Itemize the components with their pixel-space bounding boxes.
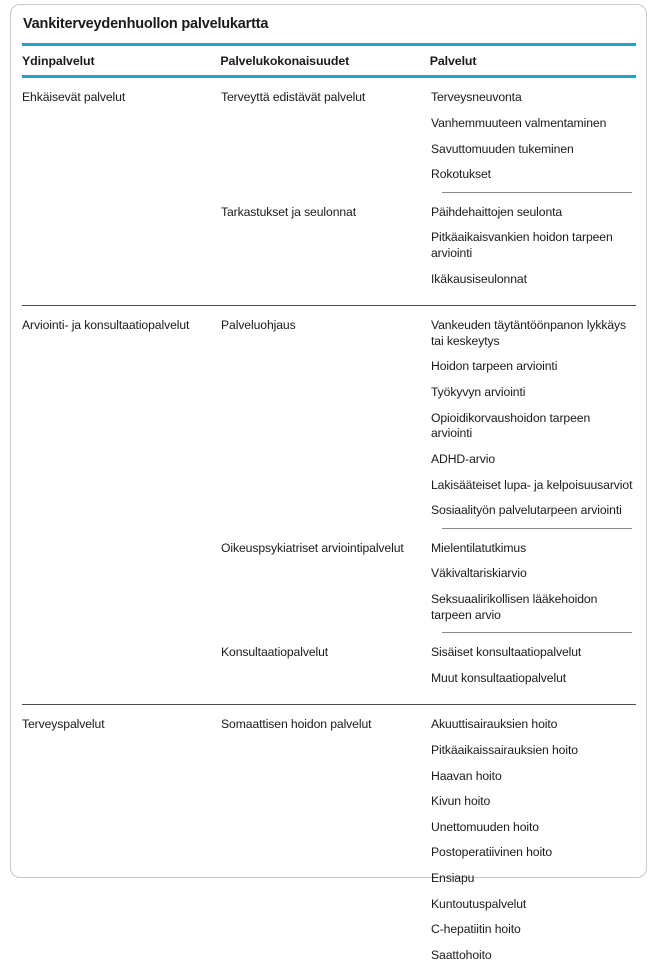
- service-item: Mielentilatutkimus: [431, 540, 527, 555]
- service-list: [431, 306, 646, 527]
- service-item: Saattohoito: [431, 947, 492, 962]
- service-item: Työkyvyn arviointi: [431, 385, 526, 400]
- service-item: Kivun hoito: [431, 794, 491, 809]
- service-item: Lakisääteiset lupa- ja kelpoisuusarviot: [431, 477, 633, 492]
- group-label: Ehkäisevät palvelut: [22, 90, 126, 105]
- subgroup-label: Palveluohjaus: [221, 318, 296, 333]
- group-label: Arviointi- ja konsultaatiopalvelut: [22, 318, 190, 333]
- subgroup-list: [221, 705, 646, 972]
- service-item: Savuttomuuden tukeminen: [431, 141, 574, 156]
- column-header-palvelut: Palvelut: [429, 54, 477, 69]
- service-item: Unettomuuden hoito: [431, 819, 539, 834]
- service-item: Sisäiset konsultaatiopalvelut: [431, 645, 582, 660]
- service-item: Terveysneuvonta: [431, 90, 522, 105]
- service-item: Päihdehaittojen seulonta: [431, 204, 563, 219]
- service-item: Sosiaalityön palvelutarpeen arviointi: [431, 503, 622, 518]
- subgroup-list: [221, 78, 646, 296]
- group-spacer: [11, 695, 646, 704]
- table-header-row: [11, 46, 646, 75]
- page-title: Vankiterveydenhuollon palvelukartta: [23, 16, 269, 32]
- group-row: [11, 705, 646, 972]
- service-item: Muut konsultaatiopalvelut: [431, 670, 567, 685]
- subgroup-label: Oikeuspsykiatriset arviointipalvelut: [221, 540, 404, 555]
- service-item: Pitkäaikaisvankien hoidon tarpeen arviointi: [431, 230, 613, 261]
- subgroup-label: Terveyttä edistävät palvelut: [221, 90, 366, 105]
- service-item: Haavan hoito: [431, 768, 502, 783]
- service-item: Opioidikorvaushoidon tarpeen arviointi: [431, 410, 591, 441]
- group-spacer: [11, 296, 646, 305]
- subgroup-list: [221, 306, 646, 695]
- subgroup-row: [221, 529, 646, 632]
- service-list: [431, 193, 646, 296]
- subgroup-row: [221, 193, 646, 296]
- group-row: [11, 306, 646, 695]
- service-list: [431, 705, 646, 972]
- service-item: Väkivaltariskiarvio: [431, 566, 527, 581]
- service-list: [431, 78, 646, 191]
- service-item: Ikäkausiseulonnat: [431, 271, 527, 286]
- subgroup-label: Somaattisen hoidon palvelut: [221, 717, 372, 732]
- service-item: Vankeuden täytäntöönpanon lykkäys tai keskeytys: [431, 318, 627, 348]
- service-item: Ensiapu: [431, 871, 475, 886]
- service-item: Rokotukset: [431, 167, 491, 182]
- service-item: Vanhemmuuteen valmentaminen: [431, 116, 607, 130]
- subgroup-row: [221, 705, 646, 972]
- subgroup-label: Konsultaatiopalvelut: [221, 645, 329, 660]
- service-list: [431, 529, 646, 632]
- service-item: Seksuaalirikollisen lääkehoidon tarpeen arvio: [431, 591, 598, 622]
- group-row: [11, 78, 646, 296]
- service-map-card: [10, 4, 647, 962]
- column-header-palvelukokonaisuudet: Palvelukokonaisuudet: [220, 54, 350, 69]
- subgroup-row: [221, 306, 646, 527]
- service-item: C-hepatiitin hoito: [431, 922, 521, 937]
- service-item: Postoperatiivinen hoito: [431, 845, 553, 860]
- subgroup-row: [221, 78, 646, 191]
- service-item: Hoidon tarpeen arviointi: [431, 359, 558, 374]
- service-item: Kuntoutuspalvelut: [431, 896, 527, 911]
- service-list: [431, 633, 646, 695]
- service-item: ADHD-arvio: [431, 451, 496, 466]
- service-item: Pitkäaikaissairauksien hoito: [431, 743, 578, 758]
- service-item: Akuuttisairauksien hoito: [431, 717, 558, 732]
- subgroup-row: [221, 633, 646, 695]
- column-header-ydinpalvelut: Ydinpalvelut: [22, 54, 95, 69]
- subgroup-label: Tarkastukset ja seulonnat: [221, 204, 357, 219]
- group-label: Terveyspalvelut: [22, 717, 105, 732]
